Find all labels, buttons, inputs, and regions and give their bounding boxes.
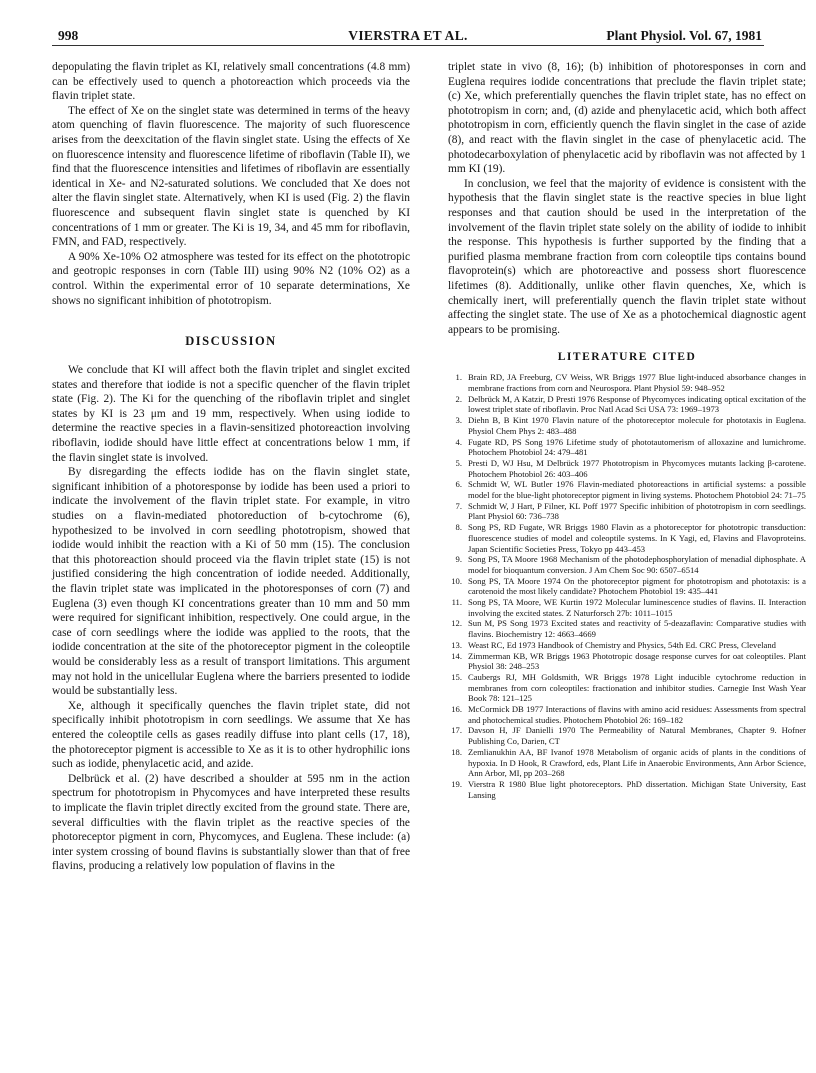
reference-item bbox=[448, 458, 806, 479]
reference-number: 10. bbox=[451, 575, 462, 586]
references-heading: LITERATURE CITED bbox=[557, 351, 697, 364]
reference-text: Zemlianukhin AA, BF Ivanof 1978 Metabolism of organic acids of plants in the conditions of hypoxia. In D Hook, R Crawford, eds, Plant Life in Anaerobic Environments, Ann Arbor Science, Ann Arbor, MI, pp 203–268 bbox=[468, 746, 806, 779]
reference-number: 12. bbox=[451, 618, 462, 629]
reference-item bbox=[448, 672, 806, 704]
reference-text: Presti D, WJ Hsu, M Delbrück 1977 Phototropism in Phycomyces mutants lacking β-carotene. Photochem Photobiol 26: 403–406 bbox=[468, 457, 806, 479]
reference-text: Delbrück M, A Katzir, D Presti 1976 Response of Phycomyces indicating optical excitation of the lowest triplet state of riboflavin. Proc Natl Acad Sci USA 73: 1969–1973 bbox=[468, 393, 806, 415]
reference-item bbox=[448, 372, 806, 393]
paragraph: Xe, although it specifically quenches the flavin triplet state, did not specifically inhibit phototropism in corn seedlings. We assume that Xe has entered the coleoptile cells as gases readily diffuse into plant cells (17, 18), the photoreceptor pigment is accessible to Xe as it is to other hydrophilic ions such as iodide, phenylacetic acid, and azide. bbox=[52, 699, 410, 771]
running-title: VIERSTRA ET AL. bbox=[348, 28, 468, 43]
reference-text: Vierstra R 1980 Blue light photoreceptors. PhD dissertation. Michigan State University, East Lansing bbox=[468, 779, 806, 800]
reference-text: Schmidt W, J Hart, P Filner, KL Poff 1977 Specific inhibition of phototropism in corn seedlings. Plant Physiol 60: 736–738 bbox=[468, 500, 806, 522]
reference-text: Zimmerman KB, WR Briggs 1963 Phototropic dosage response curves for oat coleoptiles. Plant Physiol 38: 248–253 bbox=[468, 650, 806, 672]
reference-number: 16. bbox=[451, 704, 462, 715]
reference-list bbox=[448, 372, 806, 800]
reference-item bbox=[448, 779, 806, 800]
reference-item bbox=[448, 640, 806, 651]
paragraph: In conclusion, we feel that the majority of evidence is consistent with the hypothesis that the flavin singlet state is the reactive species in blue light responses and that caution should be used in the interpretation of the involvement of the flavin triplet state solely on the ability of iodide to inhibit the response. This hypothesis is further supported by the finding that a purified plasma membrane fraction from corn coleoptile tips contains bound flavoprotein(s) which are photoreactive and possess short fluorescence lifetimes (8). Additionally, unlike other flavin quenches, Xe, which is chemically inert, will preferentially quench the flavin triplet state without affecting the singlet state. The use of Xe as a photochemical diagnostic agent appears to be promising. bbox=[448, 177, 806, 336]
reference-text: Fugate RD, PS Song 1976 Lifetime study of phototautomerism of alloxazine and lumichrome. Photochem Photobiol 24: 479–481 bbox=[468, 436, 806, 458]
paragraph: By disregarding the effects iodide has on the flavin singlet state, significant inhibition of a photoresponse by iodide has been used a priori to indicate the involvement of the flavin triplet state. For example, in vitro studies on a flavin-mediated photoreduction of b-cytochrome (6), hypothesized to be involved in corn seedling phototropism, showed that iodide would inhibit the reaction with a Ki of 50 mm (15). The conclusion that this photoreaction should proceed via the flavin triplet state (15) is not justified considering the high concentration of iodide needed. Additionally, the flavin triplet state was implicated in the photoresponses of corn (7) and Euglena (3) even though KI concentrations greater than 10 mm and 50 mm were required for significant inhibition, respectively. One could argue, in the case of corn seedlings where the iodide was applied to the roots, that the iodide concentration at the site of the photoreceptor pigment in the coleoptile would be considerably less as a result of transport limitations. This argument may not hold in the unicellular Euglena where the barriers presented to iodide would be substantially less. bbox=[52, 466, 410, 698]
reference-item bbox=[448, 522, 806, 554]
right-column bbox=[448, 60, 806, 800]
reference-text: Song PS, TA Moore 1974 On the photoreceptor pigment for phototropism and phototaxis: is a carotenoid the most likely candidate? Photochem Photobiol 19: 435–441 bbox=[468, 575, 806, 597]
reference-item bbox=[448, 704, 806, 725]
reference-item bbox=[448, 725, 806, 746]
reference-number: 8. bbox=[455, 522, 462, 533]
paragraph: depopulating the flavin triplet as KI, relatively small concentrations (4.8 mm) can be effectively used to quench a photoreaction which proceeds via the flavin triplet state. bbox=[52, 61, 410, 103]
reference-item bbox=[448, 501, 806, 522]
reference-item bbox=[448, 576, 806, 597]
paragraph: triplet state in vivo (8, 16); (b) inhibition of photoresponses in corn and Euglena requires iodide concentrations that preclude the flavin triplet state; (c) Xe, which preferentially quenches the flavin triplet state, has no effect on phototropism in corn; and, (d) azide and phenylacetic acid, which both affect phototropism in corn, efficiently quench the flavin singlet in the case of azide (8), and react with the flavin singlet in the case of phenylacetic acid. The photodecarboxylation of phenylacetic acid by riboflavin was not affected by 1 mm KI (19). bbox=[448, 61, 806, 176]
reference-number: 1. bbox=[455, 372, 462, 383]
reference-text: Schmidt W, WL Butler 1976 Flavin-mediated photoreactions in artificial systems: a possible model for the blue-light photoreceptor pigment in living systems. Photochem Photobiol 24: 71–75 bbox=[468, 479, 806, 501]
reference-number: 19. bbox=[451, 779, 462, 789]
reference-text: Davson H, JF Danielli 1970 The Permeability of Natural Membranes, Chapter 9. Hofner Publishing Co, Darien, CT bbox=[468, 725, 806, 747]
reference-item bbox=[448, 618, 806, 639]
reference-number: 4. bbox=[455, 436, 462, 447]
journal-citation: Plant Physiol. Vol. 67, 1981 bbox=[606, 28, 762, 43]
reference-number: 17. bbox=[451, 725, 462, 736]
reference-text: Song PS, RD Fugate, WR Briggs 1980 Flavin as a photoreceptor for phototropic transduction: fluorescence studies of model and coleoptile systems. In K Yagi, ed, Flavins and Flavoproteins. Japan Scientific Societies Press, Tokyo pp 443–453 bbox=[468, 522, 806, 554]
reference-text: Song PS, TA Moore, WE Kurtin 1972 Molecular luminescence studies of flavins. II. Interaction involving the excited states. Z Naturforsch 27b: 1011–1015 bbox=[468, 597, 806, 618]
paragraph: We conclude that KI will affect both the flavin triplet and singlet excited states and therefore that iodide is not a specific quencher of the flavin triplet state (Fig. 2). The Ki for the quenching of the riboflavin triplet and singlet states by KI is 23 μm and 19 mm, respectively. When using iodide to determine the reactive species in a flavin-sensitized photoreaction involving riboflavin, iodide should have little effect at concentrations below 1 mm, if the flavin singlet state is involved. bbox=[52, 364, 410, 464]
reference-text: McCormick DB 1977 Interactions of flavins with amino acid residues: Assessments from spectral and photochemical studies. Photochem Photobiol 26: 169–182 bbox=[468, 704, 806, 725]
reference-number: 6. bbox=[455, 479, 462, 490]
reference-number: 11. bbox=[451, 597, 462, 608]
reference-text: Sun M, PS Song 1973 Excited states and reactivity of 5-deazaflavin: Comparative studies with flavins. Biochemistry 12: 4663–4669 bbox=[468, 618, 806, 640]
reference-item bbox=[448, 747, 806, 779]
reference-text: Song PS, TA Moore 1968 Mechanism of the photodephosphorylation of menadial diphosphate. A model for bioquantum conversion. J Am Chem Soc 90: 6507–6514 bbox=[468, 554, 806, 575]
reference-number: 14. bbox=[451, 650, 462, 661]
left-column bbox=[52, 60, 410, 874]
section-heading-discussion: DISCUSSION bbox=[185, 334, 277, 349]
reference-number: 15. bbox=[451, 671, 462, 682]
reference-number: 5. bbox=[455, 457, 462, 468]
reference-item bbox=[448, 394, 806, 415]
header-rule bbox=[52, 45, 764, 46]
paragraph: A 90% Xe-10% O2 atmosphere was tested for its effect on the phototropic and geotropic responses in corn (Table III) using 90% N2 (10% O2) as a control. Within the experimental error of 10 separate determinations, Xe shows no significant inhibition of phototropism. bbox=[52, 250, 410, 307]
reference-text: Diehn B, B Kint 1970 Flavin nature of the photoreceptor molecule for phototaxis in Euglena. Physiol Chem Phys 2: 483–488 bbox=[468, 415, 806, 436]
reference-item bbox=[448, 597, 806, 618]
reference-text: Weast RC, Ed 1973 Handbook of Chemistry and Physics, 54th Ed. CRC Press, Cleveland bbox=[468, 639, 776, 650]
reference-number: 2. bbox=[455, 393, 462, 404]
reference-text: Brain RD, JA Freeburg, CV Weiss, WR Briggs 1977 Blue light-induced absorbance changes in membrane fractions from corn and Neurospora. Plant Physiol 59: 948–952 bbox=[468, 372, 806, 393]
reference-item bbox=[448, 437, 806, 458]
reference-item bbox=[448, 415, 806, 436]
reference-item bbox=[448, 554, 806, 575]
reference-number: 13. bbox=[451, 639, 462, 650]
page-header bbox=[52, 28, 764, 52]
paragraph: Delbrück et al. (2) have described a shoulder at 595 nm in the action spectrum for phototropism in Phycomyces and have interpreted these results to implicate the flavin triplet directly excited from the ground state. There are, several difficulties with the flavin triplet as the reactive species of the photoreceptor pigment in corn, Phycomyces, and Euglena. These include: (a) inter system crossing of bound flavins is substantially slower than that of free flavins, producing a relatively low population of flavins in the bbox=[52, 772, 410, 873]
reference-number: 7. bbox=[455, 500, 462, 511]
reference-text: Caubergs RJ, MH Goldsmith, WR Briggs 1978 Light inducible cytochrome reduction in membranes from corn coleoptiles: fractionation and inhibitor studies. Carnegie Inst Wash Year Book 78: 121–125 bbox=[468, 671, 806, 704]
page-number: 998 bbox=[58, 28, 79, 43]
reference-number: 18. bbox=[451, 746, 462, 757]
reference-item bbox=[448, 651, 806, 672]
paragraph: The effect of Xe on the singlet state was determined in terms of the heavy atom quenching of flavin fluorescence. The majority of such fluorescence arises from the deexcitation of the flavin singlet state. Using the effects of Xe on fluorescence intensity and fluorescence lifetime of riboflavin (Table II), we find that the fluorescence intensities and lifetimes of riboflavin are essentially identical in Xe- and N2-saturated solutions. We concluded that Xe does not alter the flavin singlet state. Alternatively, when KI is used (Fig. 2) the flavin fluorescence and subsequent flavin singlet state is quenched by KI concentrations of 1 mm or greater. The Ki is 19, 34, and 45 mm for riboflavin, FMN, and FAD, respectively. bbox=[52, 104, 410, 249]
reference-item bbox=[448, 479, 806, 500]
reference-number: 3. bbox=[455, 415, 462, 426]
reference-number: 9. bbox=[455, 554, 462, 565]
